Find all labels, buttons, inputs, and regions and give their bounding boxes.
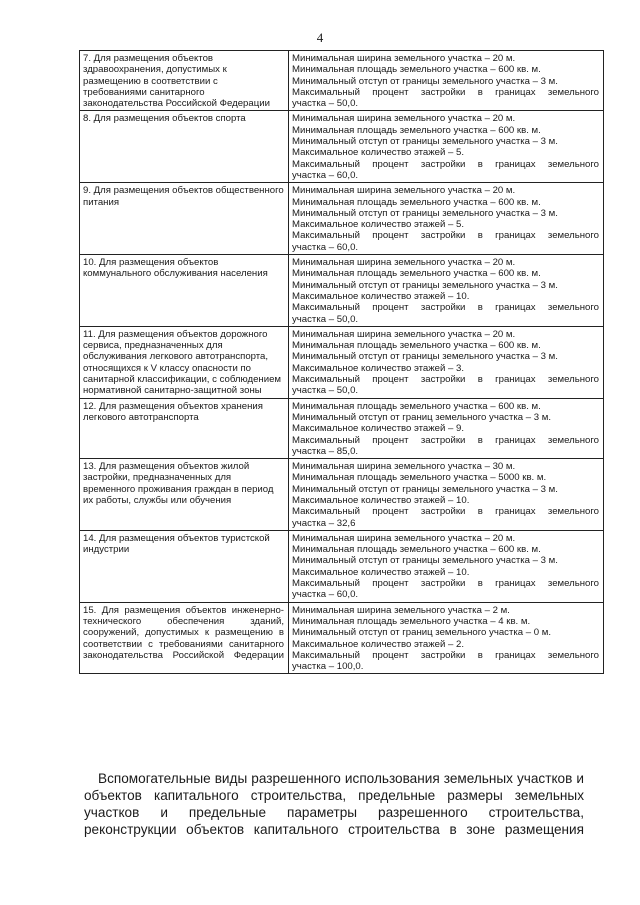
parameter-line: Минимальная площадь земельного участка – 600 кв. м. — [292, 268, 541, 280]
parameters-cell — [289, 459, 604, 531]
parameter-line: участка – 50,0. — [292, 313, 359, 325]
parameter-line: Минимальная площадь земельного участка – 600 кв. м. — [292, 196, 541, 208]
table-row — [80, 183, 604, 255]
parameter-line: Максимальный процент застройки в границах земельного — [292, 158, 599, 170]
parameter-line: Минимальная площадь земельного участка – 600 кв. м. — [292, 64, 541, 76]
parameter-line: Минимальный отступ от границы земельного участка – 3 м. — [292, 279, 558, 291]
parameter-line: Максимальное количество этажей – 10. — [292, 494, 470, 506]
page-number: 4 — [316, 30, 324, 45]
parameter-line: Минимальная ширина земельного участка – 20 м. — [292, 53, 516, 64]
parameter-line: Минимальный отступ от границы земельного участка – 3 м. — [292, 136, 558, 148]
parameter-line: Минимальный отступ от границы земельного участка – 3 м. — [292, 207, 558, 219]
parameter-line: Максимальный процент застройки в границах земельного — [292, 434, 599, 446]
parameter-line: Минимальный отступ от границ земельного участка – 0 м. — [292, 627, 552, 639]
parameter-line: Минимальный отступ от границ земельного участка – 3 м. — [292, 411, 552, 423]
use-type-cell: 8. Для размещения объектов спорта — [80, 111, 289, 183]
parameter-line: Минимальная ширина земельного участка – 20 м. — [292, 257, 516, 269]
parameters-cell — [289, 602, 604, 674]
parameter-line: участка – 60,0. — [292, 169, 359, 181]
parameters-cell — [289, 398, 604, 458]
parameter-line: Максимальное количество этажей – 10. — [292, 566, 470, 578]
table-row — [80, 326, 604, 398]
zone-parameters-table — [79, 50, 604, 674]
parameter-line: участка – 50,0. — [292, 98, 359, 110]
parameter-line: Минимальная ширина земельного участка – 20 м. — [292, 532, 516, 544]
use-type-cell: 10. Для размещения объектов коммунального обслуживания населения — [80, 255, 289, 327]
use-type-cell: 14. Для размещения объектов туристской индустрии — [80, 530, 289, 602]
parameter-line: Минимальная ширина земельного участка – 30 м. — [292, 461, 516, 473]
use-type-cell: 11. Для размещения объектов дорожного сервиса, предназначенных для обслуживания легкового автотранспорта, относящихся к V классу опасности по санитарной классификации, с соблюдением нормативной санитарно-защитной зоны — [80, 326, 289, 398]
parameter-line: Максимальный процент застройки в границах земельного — [292, 374, 599, 386]
table-body — [80, 51, 604, 674]
parameter-line: Минимальная ширина земельного участка – 2 м. — [292, 604, 510, 616]
parameter-line: Максимальный процент застройки в границах земельного — [292, 578, 599, 590]
parameter-line: Минимальная площадь земельного участка – 600 кв. м. — [292, 340, 541, 352]
use-type-cell: 13. Для размещения объектов жилой застройки, предназначенных для временного проживания граждан в период их работы, службы или обучения — [80, 459, 289, 531]
parameter-line: Минимальный отступ от границы земельного участка – 3 м. — [292, 555, 558, 567]
footer-text: Вспомогательные виды разрешенного использования земельных участков и объектов капитального строительства, предельные размеры земельных участков и предельные параметры разрешенного строительства, реконструкции объектов капитального строительства в зоне размещения — [84, 771, 584, 837]
table-row — [80, 530, 604, 602]
use-type-cell: 15. Для размещения объектов инженерно-технического обеспечения зданий, сооружений, допустимых к размещению в соответствии с требованиями санитарного законодательства Российской Федерации — [80, 602, 289, 674]
parameter-line: Минимальная площадь земельного участка – 5000 кв. м. — [292, 472, 547, 484]
parameter-line: участка – 100,0. — [292, 661, 364, 673]
table-row — [80, 459, 604, 531]
table-row — [80, 255, 604, 327]
use-type-cell: 7. Для размещения объектов здравоохранения, допустимых к размещению в соответствии с требованиями санитарного законодательства Российской Федерации — [80, 51, 289, 111]
parameter-line: Минимальная площадь земельного участка – 600 кв. м. — [292, 400, 541, 412]
parameters-cell — [289, 51, 604, 111]
parameter-line: участка – 60,0. — [292, 241, 359, 253]
parameter-line: Максимальное количество этажей – 2. — [292, 638, 465, 650]
use-type-cell: 9. Для размещения объектов общественного питания — [80, 183, 289, 255]
parameter-line: Максимальное количество этажей – 3. — [292, 362, 465, 374]
parameter-line: Максимальный процент застройки в границах земельного — [292, 649, 599, 661]
parameter-line: Минимальный отступ от границы земельного участка – 3 м. — [292, 75, 558, 87]
parameter-line: участка – 50,0. — [292, 385, 359, 397]
parameter-line: Максимальный процент застройки в границах земельного — [292, 86, 599, 98]
parameter-line: Минимальная площадь земельного участка – 4 кв. м. — [292, 615, 531, 627]
parameters-cell — [289, 255, 604, 327]
table-row — [80, 51, 604, 111]
parameter-line: участка – 60,0. — [292, 589, 359, 601]
footer-paragraph — [84, 770, 584, 838]
parameter-line: Минимальный отступ от границы земельного участка – 3 м. — [292, 351, 558, 363]
parameter-line: Максимальное количество этажей – 10. — [292, 290, 470, 302]
parameter-line: Минимальная площадь земельного участка – 600 кв. м. — [292, 544, 541, 556]
parameter-line: Максимальный процент застройки в границах земельного — [292, 230, 599, 242]
table-row — [80, 111, 604, 183]
parameter-line: Минимальная ширина земельного участка – 20 м. — [292, 185, 516, 197]
use-type-cell: 12. Для размещения объектов хранения легкового автотранспорта — [80, 398, 289, 458]
parameter-line: Максимальное количество этажей – 5. — [292, 219, 465, 231]
parameters-cell — [289, 530, 604, 602]
parameter-line: участка – 85,0. — [292, 445, 359, 457]
parameters-cell — [289, 111, 604, 183]
parameters-cell — [289, 326, 604, 398]
parameter-line: Максимальный процент застройки в границах земельного — [292, 302, 599, 314]
table-row — [80, 398, 604, 458]
parameter-line: Минимальный отступ от границы земельного участка – 3 м. — [292, 483, 558, 495]
parameter-line: Максимальное количество этажей – 5. — [292, 147, 465, 159]
parameter-line: Минимальная площадь земельного участка – 600 кв. м. — [292, 124, 541, 136]
parameters-cell — [289, 183, 604, 255]
parameter-line: участка – 32,6 — [292, 517, 356, 529]
table-row — [80, 602, 604, 674]
parameter-line: Минимальная ширина земельного участка – 20 м. — [292, 113, 516, 125]
parameter-line: Максимальное количество этажей – 9. — [292, 423, 465, 435]
parameter-line: Минимальная ширина земельного участка – 20 м. — [292, 328, 516, 340]
parameter-line: Максимальный процент застройки в границах земельного — [292, 506, 599, 518]
